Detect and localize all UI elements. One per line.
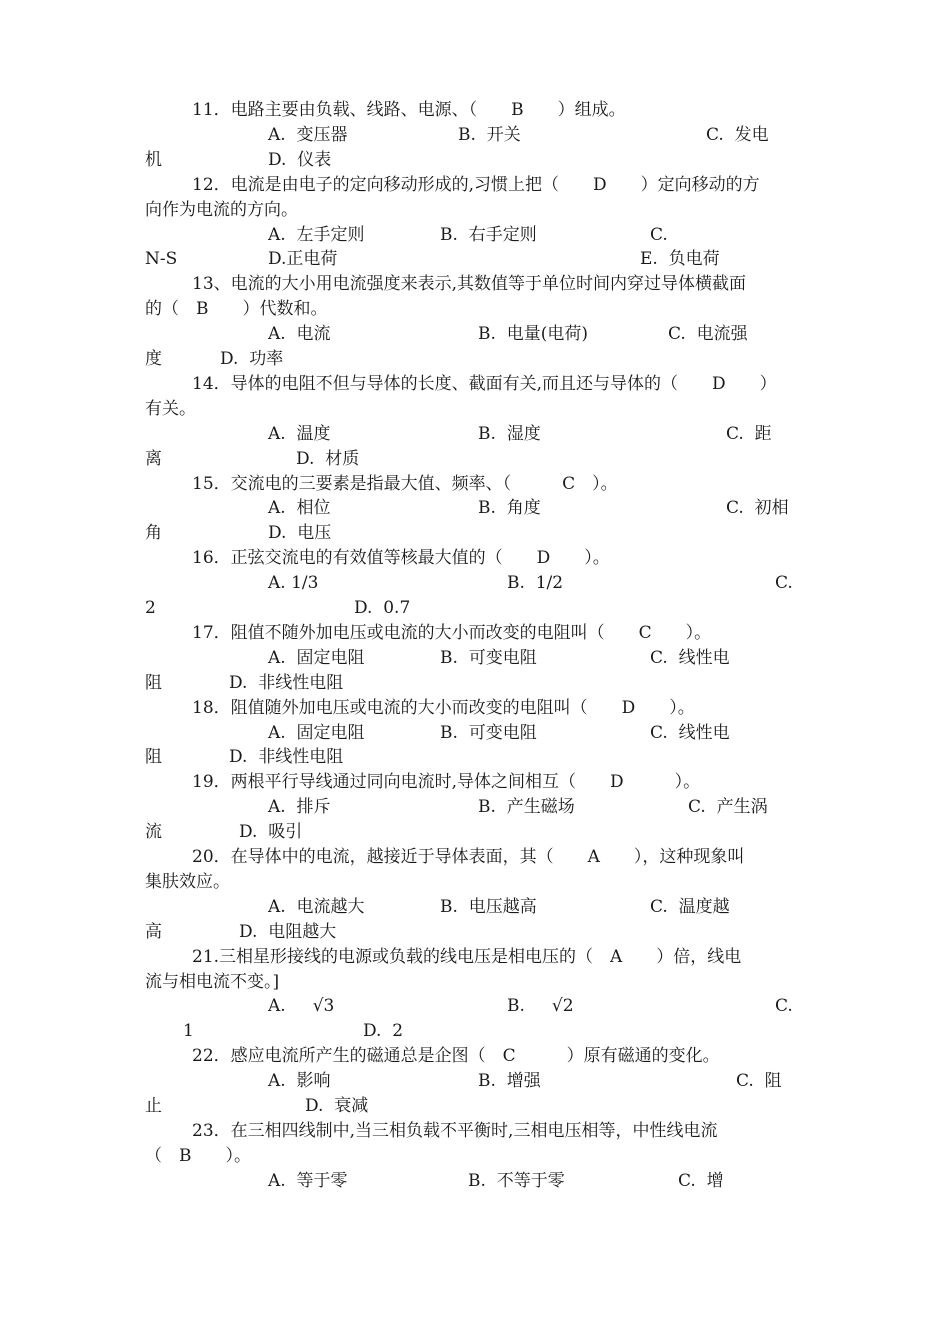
question-stem: 14．导体的电阻不但与导体的长度、截面有关,而且还与导体的（ D ） [192,373,777,394]
question-stem: 22．感应电流所产生的磁通总是企图（ C ）原有磁通的变化。 [192,1046,720,1067]
answer-option: D. 电压 [268,523,332,544]
answer-option: A. 电流 [268,324,331,345]
answer-option: B. 右手定则 [440,224,537,245]
answer-option: A. 排斥 [268,797,331,818]
answer-option: B. 电量(电荷) [478,324,588,345]
answer-option: C. 温度越 [650,896,730,917]
answer-option: A. 1/3 [268,573,319,594]
answer-option: D. 衰减 [305,1096,369,1116]
answer-option: A. 相位 [268,498,331,519]
answer-option: D. 2 [363,1021,404,1042]
answer-option: B. 电压越高 [440,896,537,917]
question-stem: 12．电流是由电子的定向移动形成的,习惯上把（ D ）定向移动的方 [192,174,760,195]
question-stem: 21.三相星形接线的电源或负载的线电压是相电压的（ A ）倍，线电 [192,946,742,967]
answer-option: C. 电流强 [668,324,748,345]
question-stem: 向作为电流的方向。 [145,199,298,220]
question-stem: 16．正弦交流电的有效值等核最大值的（ D ）。 [192,548,610,569]
answer-option: 2 [145,598,156,618]
question-stem: （ B ）。 [145,1145,251,1166]
question-stem: 20．在导体中的电流，越接近于导体表面，其（ A ），这种现象叫 [192,847,745,867]
answer-option: B. 开关 [458,124,521,145]
answer-option: C. [775,996,793,1017]
answer-option: D. 材质 [296,448,360,469]
answer-option: 流 [145,822,162,843]
answer-option: B. √2 [507,996,574,1017]
question-stem: 13、电流的大小用电流强度来表示,其数值等于单位时间内穿过导体横截面 [192,274,747,295]
answer-option: B. 可变电阻 [440,647,537,668]
question-stem: 有关。 [145,398,196,419]
answer-option: C. 线性电 [650,722,730,743]
question-stem: 11．电路主要由负载、线路、电源、（ B ）组成。 [192,100,626,120]
answer-option: C. 阻 [736,1071,782,1092]
answer-option: A. 变压器 [268,124,348,145]
question-stem: 的（ B ）代数和。 [145,299,328,320]
question-stem: 23．在三相四线制中,当三相负载不平衡时,三相电压相等，中性线电流 [192,1120,718,1141]
question-stem: 17．阻值不随外加电压或电流的大小而改变的电阻叫（ C ）。 [192,622,712,643]
answer-option: B. 不等于零 [468,1170,565,1191]
answer-option: A. 影响 [268,1071,331,1092]
answer-option: B. 角度 [478,498,541,519]
answer-option: A. √3 [268,996,335,1017]
answer-option: D. 电阻越大 [239,921,337,942]
answer-option: D. 仪表 [268,149,332,170]
answer-option: B. 可变电阻 [440,722,537,743]
answer-option: E. 负电荷 [640,249,720,270]
answer-option: C. 初相 [726,498,789,519]
answer-option: 高 [145,921,162,942]
answer-option: A. 固定电阻 [268,722,365,743]
answer-option: C. 距 [726,423,772,444]
question-stem: 流与相电流不变。] [145,971,280,992]
answer-option: 1 [183,1021,194,1042]
answer-option: A. 电流越大 [268,896,365,917]
answer-option: D. 非线性电阻 [229,747,344,768]
answer-option: B. 湿度 [478,423,541,444]
question-stem: 集肤效应。 [145,871,230,892]
answer-option: C. 发电 [706,124,769,145]
answer-option: D. 0.7 [354,598,411,618]
answer-option: 阻 [145,747,162,768]
answer-option: C. 线性电 [650,647,730,668]
answer-option: D. 非线性电阻 [229,672,344,693]
answer-option: 阻 [145,672,162,693]
answer-option: B. 产生磁场 [478,797,575,818]
answer-option: 离 [145,448,162,469]
answer-option: A. 等于零 [268,1170,348,1191]
answer-option: B. 1/2 [507,573,564,594]
answer-option: B. 增强 [478,1071,541,1092]
question-stem: 15．交流电的三要素是指最大值、频率、（ C ）。 [192,473,618,494]
answer-option: C. 产生涡 [688,797,768,818]
answer-option: A. 温度 [268,423,331,444]
answer-option: 度 [145,349,162,369]
answer-option: 机 [145,149,162,170]
answer-option: D. 功率 [220,349,284,369]
answer-option: D.正电荷 [268,249,338,270]
answer-option: C. [650,224,668,245]
question-stem: 19．两根平行导线通过同向电流时,导体之间相互（ D ）。 [192,772,701,793]
answer-option: C. [775,573,793,594]
answer-option: C. 增 [678,1170,724,1191]
answer-option: D. 吸引 [239,822,303,843]
answer-option: N-S [145,249,178,270]
answer-option: A. 固定电阻 [268,647,365,668]
answer-option: A. 左手定则 [268,224,365,245]
answer-option: 角 [145,523,162,544]
answer-option: 止 [145,1096,162,1116]
question-stem: 18．阻值随外加电压或电流的大小而改变的电阻叫（ D ）。 [192,697,695,718]
